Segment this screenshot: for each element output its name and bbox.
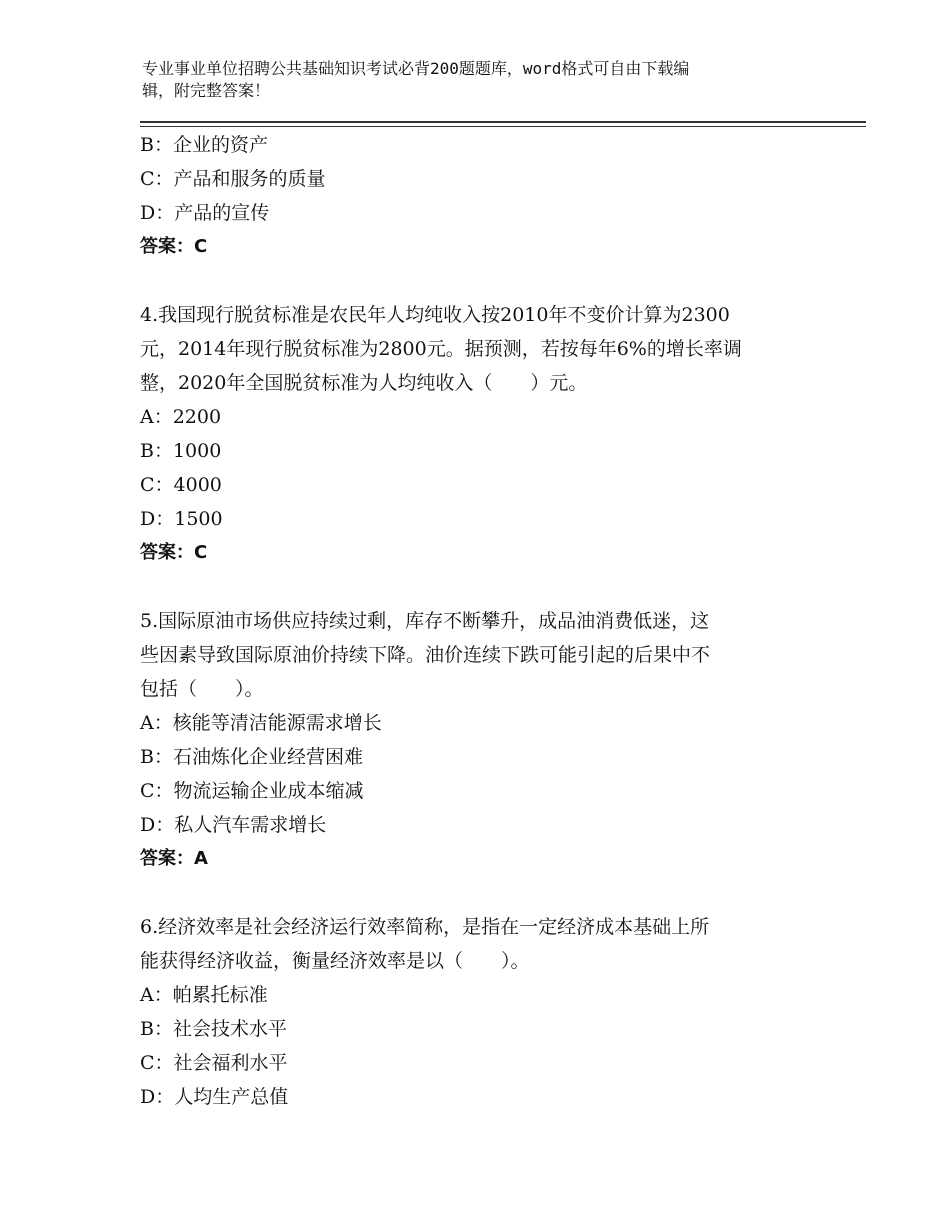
question-4 [140, 298, 820, 570]
option-c: C：产品和服务的质量 [140, 168, 326, 190]
question-text-line: 4.我国现行脱贫标准是农民年人均纯收入按2010年不变价计算为2300 [140, 304, 730, 326]
question-text-line: 5.国际原油市场供应持续过剩，库存不断攀升，成品油消费低迷，这 [140, 610, 710, 632]
question-text-line: 些因素导致国际原油价持续下降。油价连续下跌可能引起的后果中不 [140, 644, 711, 666]
option-c: C：4000 [140, 474, 222, 496]
option-c: C：社会福利水平 [140, 1052, 288, 1074]
header-divider-thin [140, 126, 866, 127]
option-b: B：石油炼化企业经营困难 [140, 746, 363, 768]
prev-question-block [140, 128, 820, 264]
answer-line: 答案：C [140, 542, 208, 563]
option-b: B：1000 [140, 440, 222, 462]
option-d: D：1500 [140, 508, 223, 530]
question-text-line: 包括（ ）。 [140, 678, 264, 700]
document-body [140, 128, 820, 1114]
option-b: B：企业的资产 [140, 134, 268, 156]
option-a: A：帕累托标准 [140, 984, 268, 1006]
option-d: D：产品的宣传 [140, 202, 270, 224]
option-d: D：私人汽车需求增长 [140, 814, 327, 836]
question-text-line: 元，2014年现行脱贫标准为2800元。据预测，若按每年6%的增长率调 [140, 338, 742, 360]
header-line-1: 专业事业单位招聘公共基础知识考试必背200题题库，word格式可自由下载编 [142, 59, 690, 78]
answer-line: 答案：C [140, 236, 208, 257]
question-6 [140, 910, 820, 1114]
option-c: C：物流运输企业成本缩减 [140, 780, 364, 802]
option-d: D：人均生产总值 [140, 1086, 289, 1108]
question-text-line: 6.经济效率是社会经济运行效率简称，是指在一定经济成本基础上所 [140, 916, 710, 938]
question-text-line: 能获得经济收益，衡量经济效率是以（ ）。 [140, 950, 530, 972]
page-header [142, 58, 792, 102]
header-divider [140, 121, 866, 123]
header-line-2: 辑，附完整答案！ [142, 81, 271, 100]
question-text-line: 整，2020年全国脱贫标准为人均纯收入（ ）元。 [140, 372, 588, 394]
option-a: A：2200 [140, 406, 222, 428]
option-a: A：核能等清洁能源需求增长 [140, 712, 382, 734]
answer-line: 答案：A [140, 848, 208, 869]
question-5 [140, 604, 820, 876]
option-b: B：社会技术水平 [140, 1018, 287, 1040]
